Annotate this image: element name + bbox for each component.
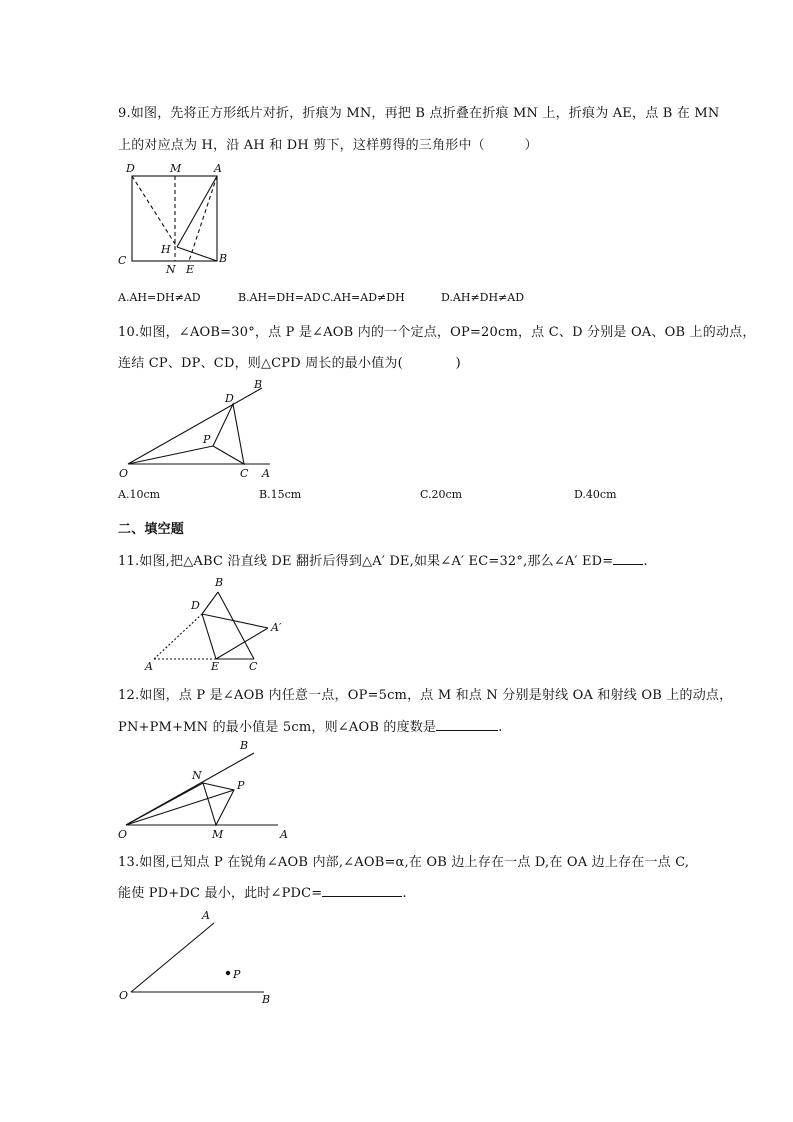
q9-segment-DH (132, 176, 177, 247)
q10-line2: 连结 CP、DP、CD，则△CPD 周长的最小值为( ) (118, 356, 461, 371)
q13-point-P (226, 971, 230, 975)
q10-label-A: A (262, 467, 270, 480)
q9-label-A: A (214, 162, 222, 175)
q11-text-end: . (643, 554, 648, 569)
q9-label-H: H (161, 243, 171, 256)
q10-segment-OP (128, 446, 213, 464)
q13-figure (116, 906, 286, 1010)
q11-label-A: A (145, 660, 153, 673)
q10-label-O: O (119, 467, 129, 480)
q13-line2 (118, 882, 407, 901)
q12-line2 (118, 716, 503, 735)
q13-label-P: P (233, 968, 241, 981)
q13-ray-OA (131, 923, 214, 992)
q12-triangle-PMN (203, 783, 234, 825)
q10-option-c: C.20cm (420, 488, 463, 501)
q12-label-A: A (280, 828, 288, 841)
q10-label-C: C (240, 467, 249, 480)
q13-line1: 13.如图,已知点 P 在锐角∠AOB 内部,∠AOB=α,在 OB 边上存在一点 D,在 OA 边上存在一点 C, (118, 855, 690, 870)
q11-label-E: E (211, 660, 220, 673)
q10-option-b: B.15cm (259, 488, 302, 501)
q11-label-A1: A′ (271, 621, 282, 634)
q11-edge-BC (218, 592, 254, 659)
q11-answer-blank[interactable] (613, 552, 643, 565)
q12-text-end: . (498, 720, 503, 735)
q11-label-D: D (191, 599, 200, 612)
q9-label-C: C (118, 254, 127, 267)
q9-option-b: B.AH=DH=AD (238, 291, 321, 304)
q9-label-E: E (186, 263, 195, 276)
q11-edge-AD (154, 614, 202, 659)
q12-label-N: N (192, 769, 202, 782)
q13-text: 能使 PD+DC 最小，此时∠PDC= (118, 886, 323, 901)
q10-label-P: P (203, 433, 211, 446)
section-heading: 二、填空题 (118, 522, 185, 537)
q10-option-d: D.40cm (574, 488, 617, 501)
q9-line2: 上的对应点为 H，沿 AH 和 DH 剪下，这样剪得的三角形中（ ） (118, 138, 538, 153)
q13-answer-blank[interactable] (322, 884, 402, 897)
q13-label-B: B (262, 993, 271, 1006)
q9-option-d: D.AH≠DH≠AD (441, 291, 525, 304)
q9-label-M: M (170, 162, 182, 175)
q11-line1 (118, 550, 648, 569)
q12-label-M: M (212, 828, 224, 841)
q13-label-A: A (202, 909, 210, 922)
q12-figure (116, 738, 296, 844)
q10-label-D: D (225, 392, 234, 405)
q13-text-end: . (402, 886, 407, 901)
q9-figure (116, 160, 236, 280)
q13-label-O: O (119, 989, 129, 1002)
q12-label-O: O (118, 828, 128, 841)
q10-option-a: A.10cm (118, 488, 161, 501)
q9-label-B: B (219, 252, 228, 265)
q10-figure (116, 378, 286, 483)
q10-line1: 10.如图，∠AOB=30°，点 P 是∠AOB 内的一个定点，OP=20cm，点 C、D 分别是 OA、OB 上的动点， (118, 325, 756, 340)
q9-option-c: C.AH=AD≠DH (322, 291, 405, 304)
q10-label-B: B (254, 378, 263, 391)
q9-label-D: D (126, 162, 135, 175)
q11-text: 11.如图,把△ABC 沿直线 DE 翻折后得到△A′ DE,如果∠A′ EC=32°,那么∠A′ ED= (118, 554, 614, 569)
q9-line1: 9.如图，先将正方形纸片对折，折痕为 MN，再把 B 点折叠在折痕 MN 上，折痕为 AE，点 B 在 MN (118, 106, 720, 121)
q11-figure (140, 574, 300, 674)
q12-line1: 12.如图，点 P 是∠AOB 内任意一点，OP=5cm，点 M 和点 N 分别是射线 OA 和射线 OB 上的动点， (118, 688, 733, 703)
q12-label-B: B (240, 739, 249, 752)
q9-label-N: N (166, 263, 176, 276)
q11-edge-EA1 (216, 628, 268, 659)
q12-label-P: P (237, 779, 245, 792)
q12-answer-blank[interactable] (436, 718, 498, 731)
q11-edge-BD (202, 592, 218, 614)
q9-segment-HB (177, 247, 217, 261)
q11-label-B: B (215, 576, 224, 589)
q9-option-a: A.AH=DH≠AD (118, 291, 201, 304)
q11-label-C: C (249, 660, 258, 673)
q11-edge-DA1 (202, 614, 268, 628)
q11-fold-DE (202, 614, 216, 659)
q12-text: PN+PM+MN 的最小值是 5cm，则∠AOB 的度数是 (118, 720, 437, 735)
